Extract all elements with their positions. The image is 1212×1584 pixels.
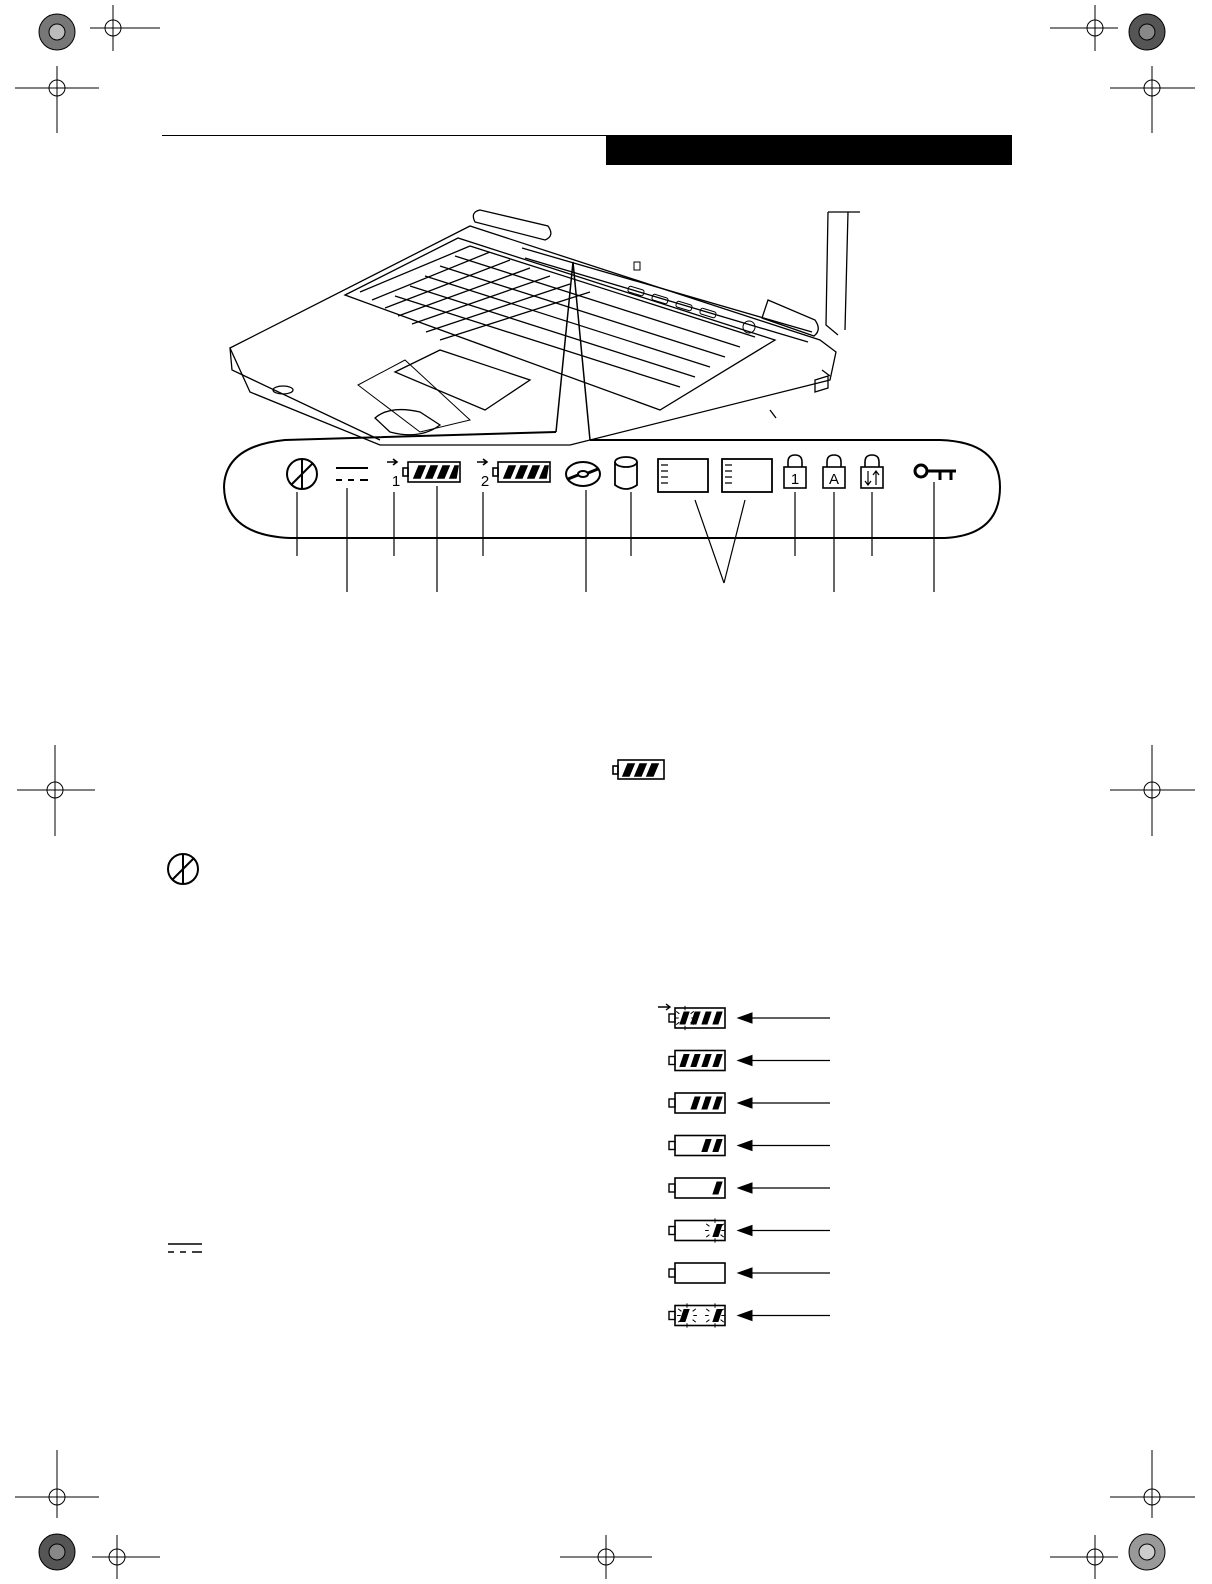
registration-marks (15, 5, 1195, 1579)
battery-bar (691, 1055, 700, 1067)
battery-gauge-states (658, 1004, 830, 1328)
battery-2-number: 2 (480, 473, 490, 490)
battery-state-charging (658, 1004, 830, 1030)
crosshair-tr2 (1110, 66, 1195, 133)
battery-bar (713, 1182, 722, 1194)
battery-bar (702, 1097, 711, 1109)
battery-state-low-flashing (669, 1218, 830, 1242)
num-lock-glyph: 1 (790, 471, 800, 488)
inline-battery-icon (613, 760, 664, 779)
crosshair-tr (1050, 5, 1118, 51)
crosshair-tl (90, 5, 160, 51)
crosshair-bc (560, 1535, 652, 1579)
optical-drive-icon (566, 462, 600, 486)
battery-state-half (669, 1136, 830, 1156)
callout-wedge (556, 262, 590, 440)
battery-bar (713, 1012, 722, 1024)
crosshair-mr (1110, 745, 1195, 836)
crosshair-br2 (1050, 1535, 1118, 1579)
battery-bar (713, 1097, 722, 1109)
hard-disk-icon (615, 457, 637, 489)
caps-lock-glyph: A (828, 471, 840, 488)
battery-bar (680, 1055, 689, 1067)
battery-1-number: 1 (391, 473, 401, 490)
crosshair-bl2 (92, 1535, 160, 1579)
crosshair-bl (15, 1450, 99, 1518)
battery-state-quarter (669, 1178, 830, 1198)
battery-state-three-quarters (669, 1093, 830, 1113)
battery-state-error-flashing (669, 1303, 830, 1327)
battery-bar (702, 1140, 711, 1152)
ac-adapter-icon (336, 468, 368, 480)
scroll-lock-icon (861, 455, 883, 488)
battery-bar (713, 1140, 722, 1152)
inline-ac-adapter-icon (168, 1244, 202, 1252)
battery-bar (702, 1055, 711, 1067)
security-key-icon (915, 465, 956, 480)
crosshair-br (1110, 1450, 1195, 1518)
laptop-illustration (230, 210, 860, 445)
crosshair-ml (17, 745, 95, 836)
battery-state-empty (669, 1263, 830, 1283)
battery-bar (691, 1097, 700, 1109)
crosshair-tl2 (15, 66, 99, 133)
inline-power-icon (168, 854, 198, 884)
battery-state-full (669, 1051, 830, 1071)
power-icon (287, 459, 317, 489)
battery-bar (713, 1055, 722, 1067)
battery-bar (680, 1012, 689, 1024)
battery-bar (702, 1012, 711, 1024)
pc-card-slot-icon (658, 459, 772, 492)
